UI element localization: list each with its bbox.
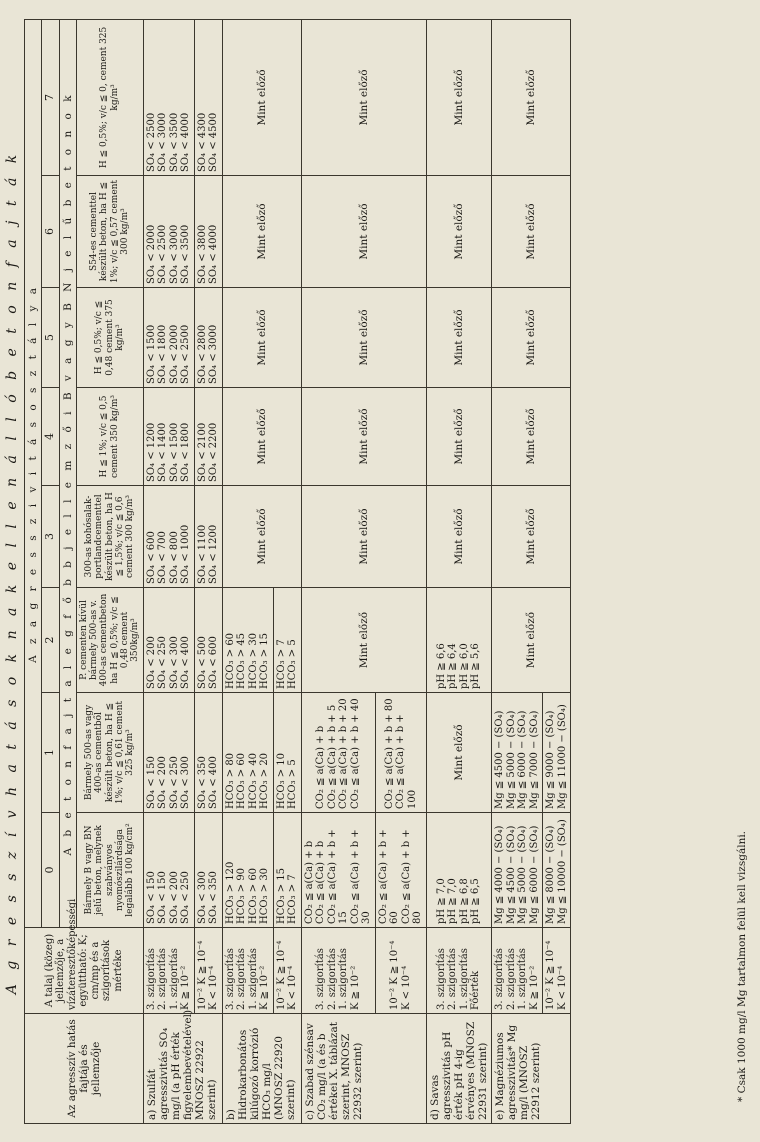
limit-cell: SO₄ < 200 SO₄ < 250 SO₄ < 300 SO₄ < 400: [143, 588, 194, 693]
limit-cell: Mint előző: [301, 486, 426, 588]
limit-cell: Mint előző: [222, 176, 301, 288]
limit-cell: Mint előző: [492, 19, 571, 175]
limit-cell: HCO₃ > 7 HCO₃ > 5: [273, 588, 301, 693]
class-description: P. cementen kívül bármely 500-as v. 400-as cementbeton ha H ≦ 0,5%; v/c ≦ 0,48 cement 350kg/m³: [76, 588, 143, 693]
class-description: 300-as kohósalak-portlandcementtel készült beton, ha H ≦ 1,5%; v/c ≦ 0,6 cement 300 kg/m³: [76, 486, 143, 588]
limit-cell: SO₄ < 150 SO₄ < 150 SO₄ < 200 SO₄ < 250: [143, 813, 194, 928]
limit-cell: Mg ≦ 8000 − (SO₄) Mg ≦ 10000 − (SO₄): [543, 813, 571, 928]
limit-cell: Mint előző: [426, 693, 491, 813]
limit-cell: pH ≧ 7,0 pH ≧ 7,0 pH ≧ 6,8 pH ≧ 6,5: [426, 813, 491, 928]
limit-cell: SO₄ < 150 SO₄ < 200 SO₄ < 250 SO₄ < 300: [143, 693, 194, 813]
limit-cell: Mint előző: [426, 19, 491, 175]
limit-cell: SO₄ < 2800 SO₄ < 3000: [194, 288, 222, 388]
limit-cell: HCO₃ > 120 HCO₃ > 90 HCO₃ > 60 HCO₃ > 30: [222, 813, 273, 928]
limit-cell: Mint előző: [492, 388, 571, 486]
class-description: S54-es cementtel készült beton, ha H ≦ 1%; v/c ≦ 0,57 cement 300 kg/m³: [76, 176, 143, 288]
limit-cell: SO₄ < 600 SO₄ < 700 SO₄ < 800 SO₄ < 1000: [143, 486, 194, 588]
class-number: 1: [42, 693, 60, 813]
limit-cell: Mint előző: [301, 388, 426, 486]
limit-cell: SO₄ < 350 SO₄ < 400: [194, 693, 222, 813]
limit-cell: HCO₃ > 10 HCO₃ > 5: [273, 693, 301, 813]
table-row: [301, 19, 375, 1123]
class-number: 0: [42, 813, 60, 928]
agent-label: c) Szabad szénsav CO₂ mg/l (a és b értékei X. táblázat szerint, MNOSZ 22932 szerint): [301, 1014, 426, 1124]
table-row: [143, 19, 194, 1123]
limit-cell: Mg ≦ 4500 − (SO₄) Mg ≦ 5000 − (SO₄) Mg ≦ 6000 − (SO₄) Mg ≦ 7000 − (SO₄): [492, 693, 543, 813]
class-description: Bármely B vagy BN jelű beton, melynek szabványos nyomószilárdsága legalább 100 kg/cm²: [76, 813, 143, 928]
class-description: Bármely 500-as vagy 400-as cementből készült beton, ha H ≦ 1%; v/c ≦ 0,61 cement 325 kg/m³: [76, 693, 143, 813]
concrete-group-header: A b e t o n f a j t a l e g f ő b b j e l l e m z ő i B v a g y B N j e l ű b e t o n o k: [59, 19, 76, 927]
limit-cell: Mg ≦ 4000 − (SO₄) Mg ≦ 4500 − (SO₄) Mg ≦ 5000 − (SO₄) Mg ≦ 6000 − (SO₄): [492, 813, 543, 928]
soil-condition: 3. szigorítás 2. szigorítás 1. szigorítás K ≧ 10⁻²: [301, 928, 375, 1014]
limit-cell: Mint előző: [492, 486, 571, 588]
limit-cell: SO₄ < 2100 SO₄ < 2200: [194, 388, 222, 486]
limit-cell: Mint előző: [301, 19, 426, 175]
table-title: A g r e s s z í v h a t á s o k n a k e l l e n á l l ó b e t o n f a j t á k: [4, 149, 20, 995]
agent-label: b) Hidrokarbonátos kilúgozó korrózió HCO₃ mg/l (MNOSZ 22920 szerint): [222, 1014, 301, 1124]
agent-label: a) Szulfát agresszivitás SO₄ mg/l (a pH érték figyelembevételével) MNOSZ 22922 szerint): [143, 1014, 222, 1124]
limit-cell: Mint előző: [222, 19, 301, 175]
table-row: [492, 19, 543, 1123]
soil-condition: 10⁻² K ≧ 10⁻⁴ K < 10⁻⁴: [375, 928, 426, 1014]
class-number: 6: [42, 176, 60, 288]
agent-label: e) Magnéziumos agresszivitás* Mg mg/l (MNOSZ 22912 szerint): [492, 1014, 571, 1124]
limit-cell: Mint előző: [426, 176, 491, 288]
agent-header: Az agresszív hatás fajtája és jellemzője: [25, 1014, 144, 1124]
limit-cell: Mint előző: [426, 388, 491, 486]
limit-cell: SO₄ < 1200 SO₄ < 1400 SO₄ < 1500 SO₄ < 1800: [143, 388, 194, 486]
table-row: [222, 19, 273, 1123]
limit-cell: HCO₃ > 60 HCO₃ > 45 HCO₃ > 30 HCO₃ > 15: [222, 588, 273, 693]
soil-condition: 3. szigorítás 2. szigorítás 1. szigorítás K ≧ 10⁻²: [492, 928, 543, 1014]
limit-cell: SO₄ < 300 SO₄ < 350: [194, 813, 222, 928]
table-row: [426, 19, 491, 1123]
aggressivity-table: [24, 19, 571, 1124]
limit-cell: Mint előző: [301, 176, 426, 288]
class-description: H ≦ 1%; v/c ≦ 0,5 cement 350 kg/m³: [76, 388, 143, 486]
class-number: 7: [42, 19, 60, 175]
limit-cell: SO₄ < 3800 SO₄ < 4000: [194, 176, 222, 288]
limit-cell: CO₂ ≦ a(Ca) + b CO₂ ≦ a(Ca) + b + 5 CO₂ ≦ a(Ca) + b + 20 CO₂ ≦ a(Ca) + b + 40: [301, 693, 375, 813]
class-description: H ≦ 0,5%; v/c ≦ 0, cement 325 kg/m³: [76, 19, 143, 175]
limit-cell: Mint előző: [426, 486, 491, 588]
limit-cell: SO₄ < 1100 SO₄ < 1200: [194, 486, 222, 588]
limit-cell: Mint előző: [301, 588, 426, 693]
class-number: 5: [42, 288, 60, 388]
limit-cell: Mint előző: [492, 176, 571, 288]
table-row: [194, 19, 222, 1123]
soil-condition: 10⁻² K ≧ 10⁻⁴ K < 10⁻⁴: [273, 928, 301, 1014]
limit-cell: CO₂ ≦ a(Ca) + b CO₂ ≦ a(Ca) + b CO₂ ≦ a(Ca) + b + 15 CO₂ ≦ a(Ca) + b + 30: [301, 813, 375, 928]
limit-cell: CO₂ ≦ a(Ca) + b + 80 CO₂ ≦ a(Ca) + b + 100: [375, 693, 426, 813]
limit-cell: SO₄ < 2500 SO₄ < 3000 SO₄ < 3500 SO₄ < 4000: [143, 19, 194, 175]
limit-cell: Mint előző: [492, 288, 571, 388]
soil-condition: 3. szigorítás 2. szigorítás 1. szigorítás Főérték: [426, 928, 491, 1014]
limit-cell: Mint előző: [222, 388, 301, 486]
limit-cell: HCO₃ > 15 HCO₃ > 7: [273, 813, 301, 928]
table-body: [143, 19, 570, 1123]
soil-condition: 3. szigorítás 2. szigorítás 1. szigorítás K ≧ 10⁻²: [143, 928, 194, 1014]
header-row-1: [25, 19, 42, 1123]
class-number: 4: [42, 388, 60, 486]
limit-cell: SO₄ < 1500 SO₄ < 1800 SO₄ < 2000 SO₄ < 2500: [143, 288, 194, 388]
soil-condition: 3. szigorítás 2. szigorítás 1. szigorítás K ≧ 10⁻²: [222, 928, 273, 1014]
limit-cell: SO₄ < 500 SO₄ < 600: [194, 588, 222, 693]
limit-cell: pH ≧ 6,6 pH ≧ 6,4 pH ≧ 6,0 pH ≧ 5,6: [426, 588, 491, 693]
limit-cell: Mint előző: [426, 288, 491, 388]
class-number: 3: [42, 486, 60, 588]
limit-cell: SO₄ < 2000 SO₄ < 2500 SO₄ < 3000 SO₄ < 3500: [143, 176, 194, 288]
footnote: * Csak 1000 mg/l Mg tartalmon felül kell vizsgálni.: [736, 830, 748, 1102]
limit-cell: CO₂ ≦ a(Ca) + b + 60 CO₂ ≦ a(Ca) + b + 80: [375, 813, 426, 928]
class-number: 2: [42, 588, 60, 693]
soil-header: A talaj (közeg) jellemzője, a vízáteresztőképességi együttható: K; cm/mp és a szigorítások mértéke: [25, 928, 144, 1014]
soil-condition: 10⁻² K ≧ 10⁻⁴ K < 10⁻⁴: [543, 928, 571, 1014]
limit-cell: SO₄ < 4300 SO₄ < 4500: [194, 19, 222, 175]
limit-cell: Mg ≦ 9000 − (SO₄) Mg ≦ 11000 − (SO₄): [543, 693, 571, 813]
agent-label: d) Savas agresszivitás pH érték pH 4-ig érvényes (MNOSZ 22931 szerint): [426, 1014, 491, 1124]
limit-cell: Mint előző: [492, 588, 571, 693]
limit-cell: Mint előző: [222, 486, 301, 588]
soil-condition: 10⁻² K ≧ 10⁻⁴ K < 10⁻⁴: [194, 928, 222, 1014]
class-description: H ≦ 0,5%; v/c ≦ 0,48 cement 375 kg/m³: [76, 288, 143, 388]
class-group-header: A z a g r e s s z i v i t á s o s z t á l y a: [25, 19, 42, 927]
limit-cell: Mint előző: [301, 288, 426, 388]
limit-cell: Mint előző: [222, 288, 301, 388]
limit-cell: HCO₃ > 80 HCO₃ > 60 HCO₃ > 40 HCO₃ > 20: [222, 693, 273, 813]
